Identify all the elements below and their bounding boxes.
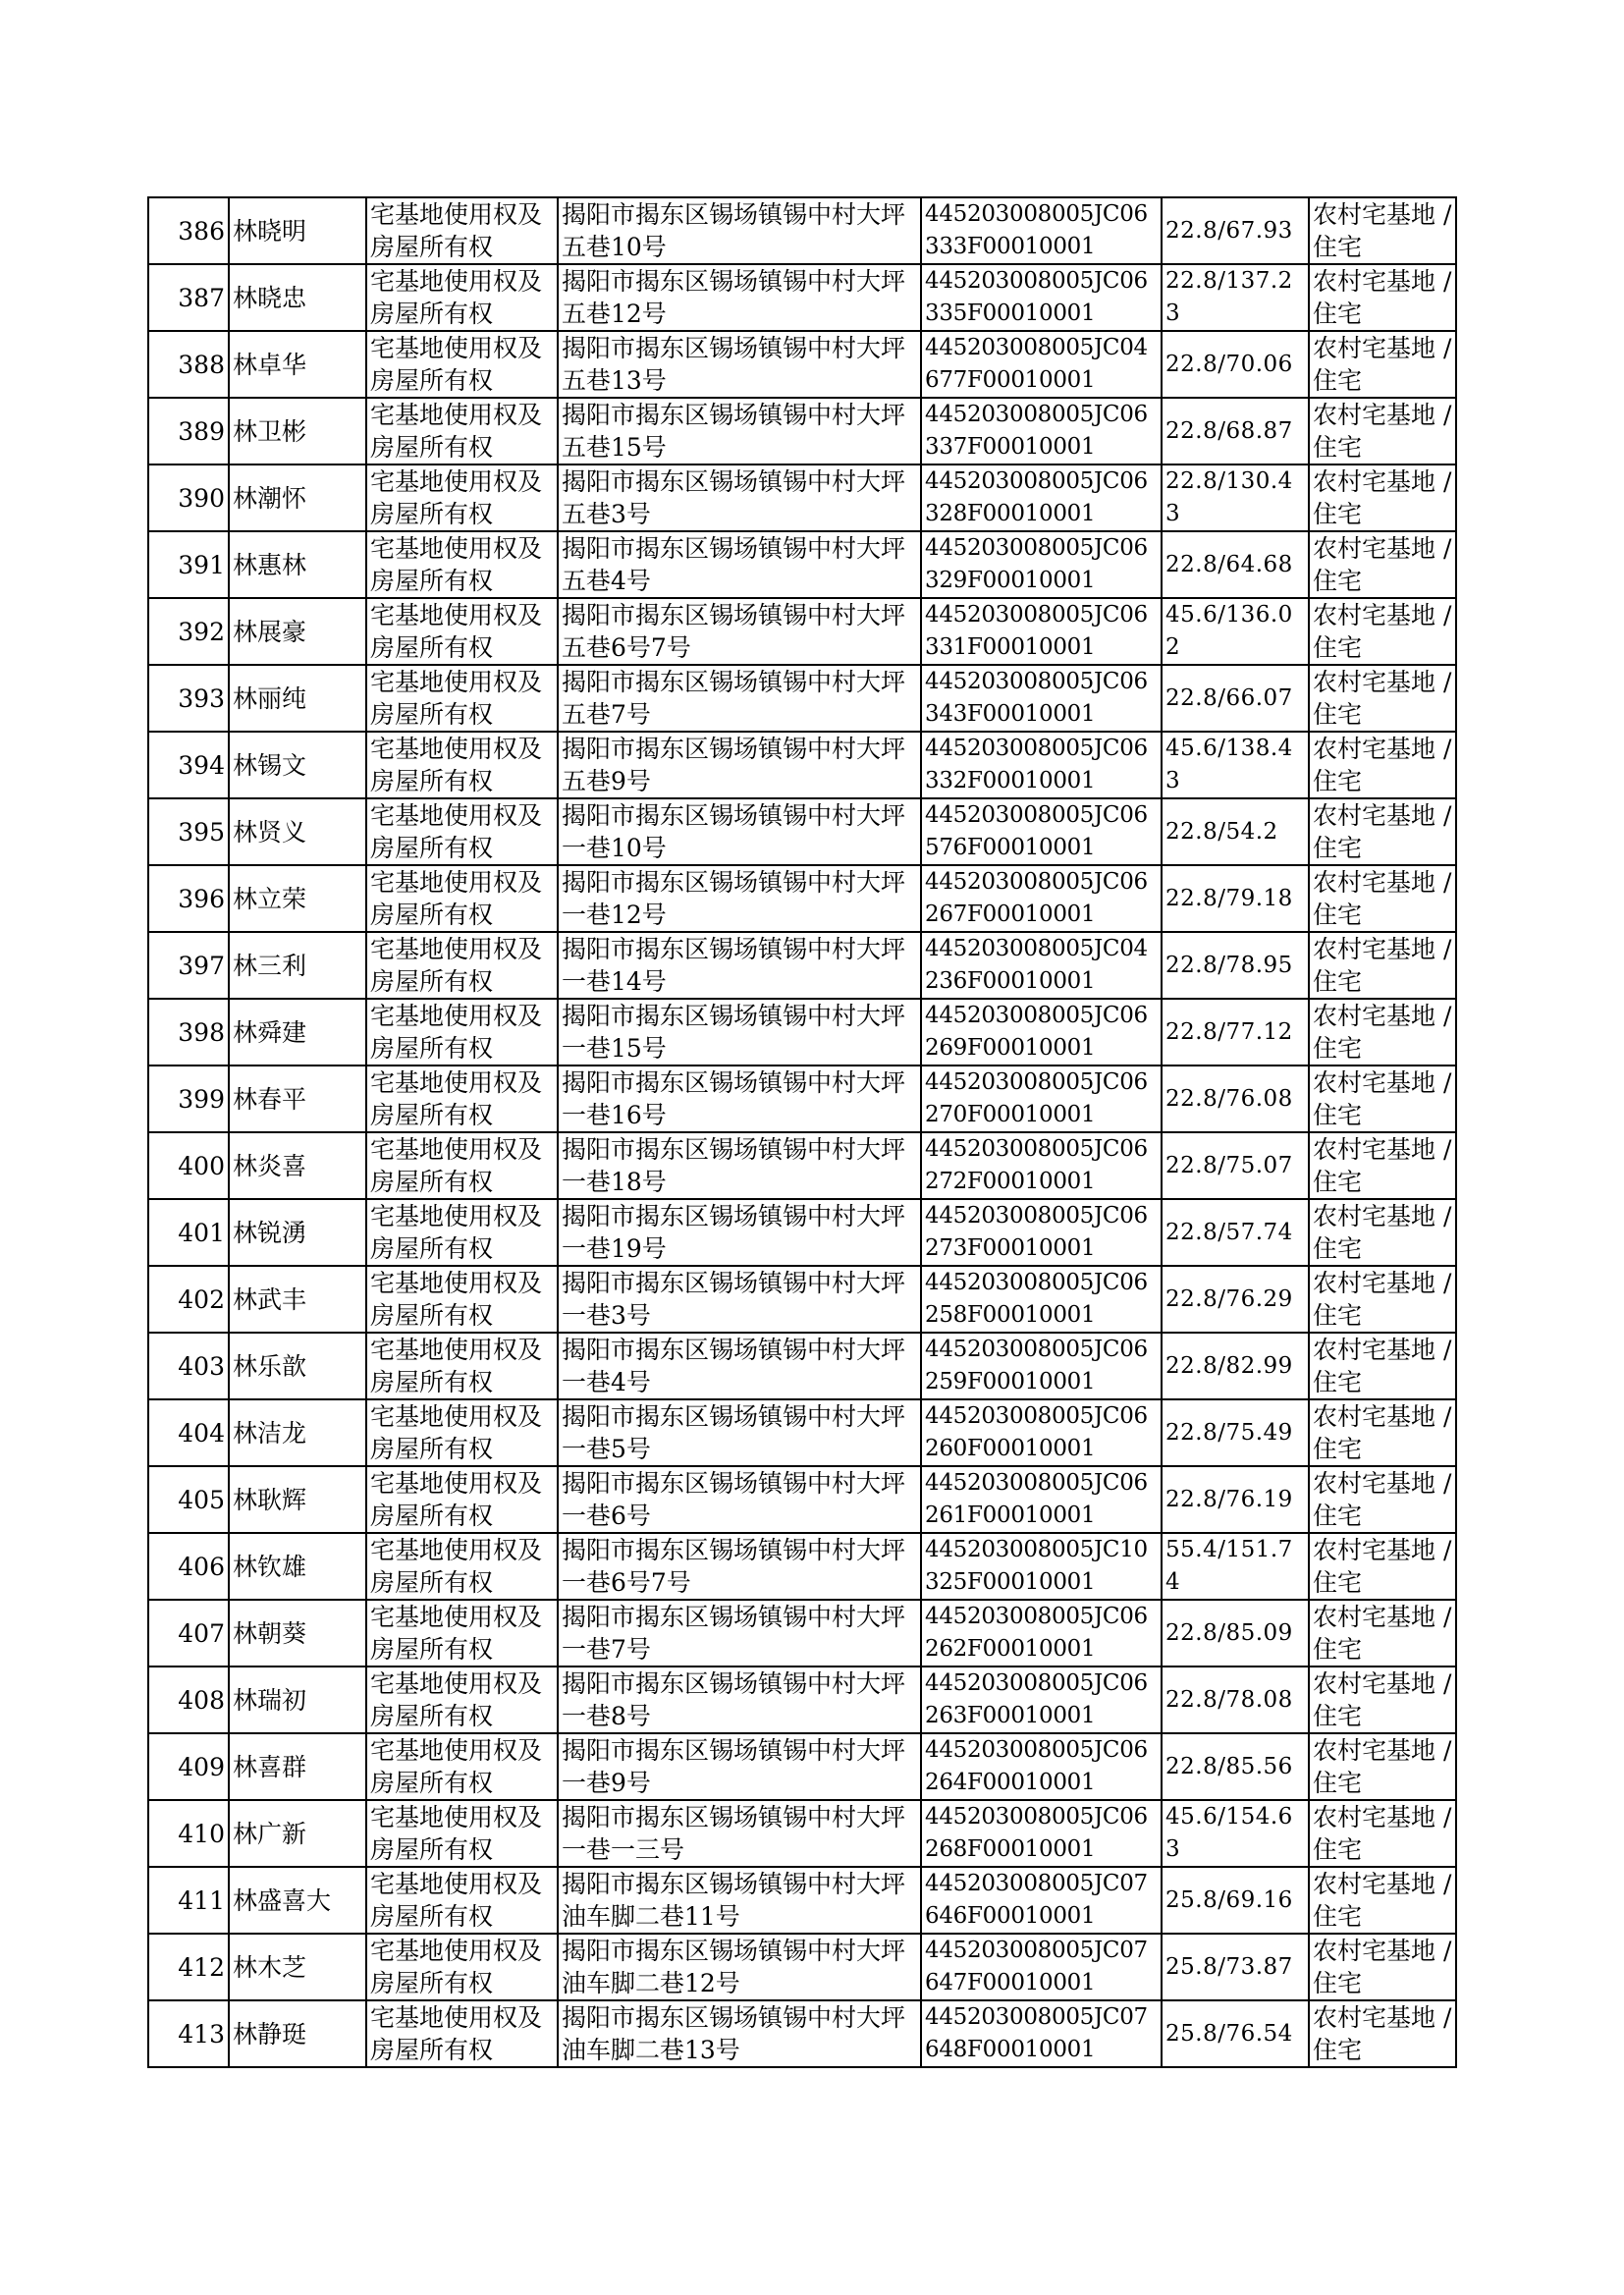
address-cell: 揭阳市揭东区锡场镇锡中村大坪五巷12号 <box>558 264 921 331</box>
purpose-cell: 农村宅基地 / 住宅 <box>1309 798 1456 865</box>
unit-code-cell: 445203008005JC06337F00010001 <box>921 398 1162 464</box>
purpose-cell: 农村宅基地 / 住宅 <box>1309 197 1456 264</box>
table-row <box>148 1066 1456 1132</box>
area-cell: 22.8/82.99 <box>1162 1333 1309 1399</box>
unit-code-cell: 445203008005JC06263F00010001 <box>921 1667 1162 1733</box>
address-cell: 揭阳市揭东区锡场镇锡中村大坪五巷15号 <box>558 398 921 464</box>
owner-name-cell: 林钦雄 <box>229 1533 366 1600</box>
right-type-cell: 宅基地使用权及房屋所有权 <box>366 1333 558 1399</box>
unit-code-cell: 445203008005JC06576F00010001 <box>921 798 1162 865</box>
right-type-cell: 宅基地使用权及房屋所有权 <box>366 1399 558 1466</box>
row-number-cell: 404 <box>148 1399 229 1466</box>
owner-name-cell: 林贤义 <box>229 798 366 865</box>
row-number-cell: 399 <box>148 1066 229 1132</box>
address-cell: 揭阳市揭东区锡场镇锡中村大坪油车脚二巷12号 <box>558 1934 921 2000</box>
unit-code-cell: 445203008005JC04236F00010001 <box>921 932 1162 999</box>
owner-name-cell: 林乐歆 <box>229 1333 366 1399</box>
row-number-cell: 405 <box>148 1466 229 1533</box>
unit-code-cell: 445203008005JC06273F00010001 <box>921 1199 1162 1266</box>
unit-code-cell: 445203008005JC06332F00010001 <box>921 732 1162 798</box>
purpose-cell: 农村宅基地 / 住宅 <box>1309 464 1456 531</box>
table-row <box>148 598 1456 665</box>
owner-name-cell: 林春平 <box>229 1066 366 1132</box>
owner-name-cell: 林立荣 <box>229 865 366 932</box>
row-number-cell: 388 <box>148 331 229 398</box>
area-cell: 22.8/137.23 <box>1162 264 1309 331</box>
right-type-cell: 宅基地使用权及房屋所有权 <box>366 665 558 732</box>
purpose-cell: 农村宅基地 / 住宅 <box>1309 1533 1456 1600</box>
row-number-cell: 391 <box>148 531 229 598</box>
unit-code-cell: 445203008005JC06269F00010001 <box>921 999 1162 1066</box>
area-cell: 22.8/57.74 <box>1162 1199 1309 1266</box>
address-cell: 揭阳市揭东区锡场镇锡中村大坪一巷15号 <box>558 999 921 1066</box>
owner-name-cell: 林卫彬 <box>229 398 366 464</box>
address-cell: 揭阳市揭东区锡场镇锡中村大坪一巷14号 <box>558 932 921 999</box>
table-row <box>148 932 1456 999</box>
area-cell: 22.8/78.08 <box>1162 1667 1309 1733</box>
area-cell: 22.8/76.29 <box>1162 1266 1309 1333</box>
owner-name-cell: 林喜群 <box>229 1733 366 1800</box>
unit-code-cell: 445203008005JC06333F00010001 <box>921 197 1162 264</box>
area-cell: 25.8/76.54 <box>1162 2000 1309 2067</box>
row-number-cell: 408 <box>148 1667 229 1733</box>
area-cell: 22.8/70.06 <box>1162 331 1309 398</box>
address-cell: 揭阳市揭东区锡场镇锡中村大坪五巷13号 <box>558 331 921 398</box>
area-cell: 22.8/85.56 <box>1162 1733 1309 1800</box>
area-cell: 22.8/76.19 <box>1162 1466 1309 1533</box>
address-cell: 揭阳市揭东区锡场镇锡中村大坪油车脚二巷11号 <box>558 1867 921 1934</box>
purpose-cell: 农村宅基地 / 住宅 <box>1309 865 1456 932</box>
table-row <box>148 464 1456 531</box>
row-number-cell: 392 <box>148 598 229 665</box>
owner-name-cell: 林耿辉 <box>229 1466 366 1533</box>
owner-name-cell: 林舜建 <box>229 999 366 1066</box>
purpose-cell: 农村宅基地 / 住宅 <box>1309 398 1456 464</box>
unit-code-cell: 445203008005JC06329F00010001 <box>921 531 1162 598</box>
purpose-cell: 农村宅基地 / 住宅 <box>1309 1199 1456 1266</box>
unit-code-cell: 445203008005JC04677F00010001 <box>921 331 1162 398</box>
right-type-cell: 宅基地使用权及房屋所有权 <box>366 1266 558 1333</box>
purpose-cell: 农村宅基地 / 住宅 <box>1309 1600 1456 1667</box>
address-cell: 揭阳市揭东区锡场镇锡中村大坪一巷7号 <box>558 1600 921 1667</box>
purpose-cell: 农村宅基地 / 住宅 <box>1309 732 1456 798</box>
owner-name-cell: 林静珽 <box>229 2000 366 2067</box>
owner-name-cell: 林武丰 <box>229 1266 366 1333</box>
right-type-cell: 宅基地使用权及房屋所有权 <box>366 598 558 665</box>
table-row <box>148 531 1456 598</box>
owner-name-cell: 林洁龙 <box>229 1399 366 1466</box>
right-type-cell: 宅基地使用权及房屋所有权 <box>366 1867 558 1934</box>
owner-name-cell: 林锐湧 <box>229 1199 366 1266</box>
row-number-cell: 394 <box>148 732 229 798</box>
unit-code-cell: 445203008005JC06261F00010001 <box>921 1466 1162 1533</box>
right-type-cell: 宅基地使用权及房屋所有权 <box>366 464 558 531</box>
area-cell: 55.4/151.74 <box>1162 1533 1309 1600</box>
table-row <box>148 331 1456 398</box>
owner-name-cell: 林朝葵 <box>229 1600 366 1667</box>
purpose-cell: 农村宅基地 / 住宅 <box>1309 1266 1456 1333</box>
owner-name-cell: 林盛喜大 <box>229 1867 366 1934</box>
owner-name-cell: 林炎喜 <box>229 1132 366 1199</box>
address-cell: 揭阳市揭东区锡场镇锡中村大坪一巷16号 <box>558 1066 921 1132</box>
owner-name-cell: 林瑞初 <box>229 1667 366 1733</box>
right-type-cell: 宅基地使用权及房屋所有权 <box>366 999 558 1066</box>
table-row <box>148 1934 1456 2000</box>
row-number-cell: 398 <box>148 999 229 1066</box>
table-row <box>148 1533 1456 1600</box>
right-type-cell: 宅基地使用权及房屋所有权 <box>366 732 558 798</box>
address-cell: 揭阳市揭东区锡场镇锡中村大坪一巷6号 <box>558 1466 921 1533</box>
table-row <box>148 1333 1456 1399</box>
table-row <box>148 1266 1456 1333</box>
row-number-cell: 406 <box>148 1533 229 1600</box>
right-type-cell: 宅基地使用权及房屋所有权 <box>366 932 558 999</box>
address-cell: 揭阳市揭东区锡场镇锡中村大坪五巷3号 <box>558 464 921 531</box>
purpose-cell: 农村宅基地 / 住宅 <box>1309 1667 1456 1733</box>
table-row <box>148 798 1456 865</box>
right-type-cell: 宅基地使用权及房屋所有权 <box>366 1934 558 2000</box>
purpose-cell: 农村宅基地 / 住宅 <box>1309 1733 1456 1800</box>
area-cell: 22.8/64.68 <box>1162 531 1309 598</box>
purpose-cell: 农村宅基地 / 住宅 <box>1309 264 1456 331</box>
unit-code-cell: 445203008005JC07647F00010001 <box>921 1934 1162 2000</box>
table-row <box>148 1867 1456 1934</box>
purpose-cell: 农村宅基地 / 住宅 <box>1309 1934 1456 2000</box>
registry-sheet <box>147 196 1457 2068</box>
unit-code-cell: 445203008005JC06331F00010001 <box>921 598 1162 665</box>
unit-code-cell: 445203008005JC07646F00010001 <box>921 1867 1162 1934</box>
right-type-cell: 宅基地使用权及房屋所有权 <box>366 1533 558 1600</box>
row-number-cell: 413 <box>148 2000 229 2067</box>
row-number-cell: 410 <box>148 1800 229 1867</box>
row-number-cell: 411 <box>148 1867 229 1934</box>
area-cell: 22.8/54.2 <box>1162 798 1309 865</box>
row-number-cell: 401 <box>148 1199 229 1266</box>
owner-name-cell: 林三利 <box>229 932 366 999</box>
right-type-cell: 宅基地使用权及房屋所有权 <box>366 1667 558 1733</box>
right-type-cell: 宅基地使用权及房屋所有权 <box>366 531 558 598</box>
table-row <box>148 197 1456 264</box>
unit-code-cell: 445203008005JC06268F00010001 <box>921 1800 1162 1867</box>
unit-code-cell: 445203008005JC06328F00010001 <box>921 464 1162 531</box>
address-cell: 揭阳市揭东区锡场镇锡中村大坪一巷12号 <box>558 865 921 932</box>
row-number-cell: 412 <box>148 1934 229 2000</box>
table-row <box>148 1800 1456 1867</box>
address-cell: 揭阳市揭东区锡场镇锡中村大坪五巷4号 <box>558 531 921 598</box>
unit-code-cell: 445203008005JC06262F00010001 <box>921 1600 1162 1667</box>
address-cell: 揭阳市揭东区锡场镇锡中村大坪一巷5号 <box>558 1399 921 1466</box>
owner-name-cell: 林潮怀 <box>229 464 366 531</box>
purpose-cell: 农村宅基地 / 住宅 <box>1309 1867 1456 1934</box>
right-type-cell: 宅基地使用权及房屋所有权 <box>366 1066 558 1132</box>
right-type-cell: 宅基地使用权及房屋所有权 <box>366 398 558 464</box>
row-number-cell: 400 <box>148 1132 229 1199</box>
row-number-cell: 396 <box>148 865 229 932</box>
owner-name-cell: 林展豪 <box>229 598 366 665</box>
right-type-cell: 宅基地使用权及房屋所有权 <box>366 2000 558 2067</box>
purpose-cell: 农村宅基地 / 住宅 <box>1309 1333 1456 1399</box>
owner-name-cell: 林广新 <box>229 1800 366 1867</box>
table-row <box>148 732 1456 798</box>
area-cell: 22.8/68.87 <box>1162 398 1309 464</box>
row-number-cell: 409 <box>148 1733 229 1800</box>
address-cell: 揭阳市揭东区锡场镇锡中村大坪一巷一三号 <box>558 1800 921 1867</box>
unit-code-cell: 445203008005JC06343F00010001 <box>921 665 1162 732</box>
unit-code-cell: 445203008005JC06335F00010001 <box>921 264 1162 331</box>
purpose-cell: 农村宅基地 / 住宅 <box>1309 999 1456 1066</box>
owner-name-cell: 林卓华 <box>229 331 366 398</box>
address-cell: 揭阳市揭东区锡场镇锡中村大坪一巷3号 <box>558 1266 921 1333</box>
area-cell: 22.8/79.18 <box>1162 865 1309 932</box>
table-row <box>148 1600 1456 1667</box>
owner-name-cell: 林晓忠 <box>229 264 366 331</box>
area-cell: 22.8/85.09 <box>1162 1600 1309 1667</box>
right-type-cell: 宅基地使用权及房屋所有权 <box>366 1800 558 1867</box>
unit-code-cell: 445203008005JC06258F00010001 <box>921 1266 1162 1333</box>
purpose-cell: 农村宅基地 / 住宅 <box>1309 1466 1456 1533</box>
purpose-cell: 农村宅基地 / 住宅 <box>1309 331 1456 398</box>
row-number-cell: 397 <box>148 932 229 999</box>
address-cell: 揭阳市揭东区锡场镇锡中村大坪一巷6号7号 <box>558 1533 921 1600</box>
right-type-cell: 宅基地使用权及房屋所有权 <box>366 1733 558 1800</box>
row-number-cell: 387 <box>148 264 229 331</box>
table-row <box>148 665 1456 732</box>
row-number-cell: 390 <box>148 464 229 531</box>
unit-code-cell: 445203008005JC10325F00010001 <box>921 1533 1162 1600</box>
area-cell: 22.8/66.07 <box>1162 665 1309 732</box>
address-cell: 揭阳市揭东区锡场镇锡中村大坪五巷10号 <box>558 197 921 264</box>
right-type-cell: 宅基地使用权及房屋所有权 <box>366 264 558 331</box>
area-cell: 45.6/154.63 <box>1162 1800 1309 1867</box>
right-type-cell: 宅基地使用权及房屋所有权 <box>366 1132 558 1199</box>
purpose-cell: 农村宅基地 / 住宅 <box>1309 1132 1456 1199</box>
table-row <box>148 1466 1456 1533</box>
owner-name-cell: 林木芝 <box>229 1934 366 2000</box>
row-number-cell: 386 <box>148 197 229 264</box>
area-cell: 22.8/75.07 <box>1162 1132 1309 1199</box>
area-cell: 22.8/130.43 <box>1162 464 1309 531</box>
purpose-cell: 农村宅基地 / 住宅 <box>1309 932 1456 999</box>
purpose-cell: 农村宅基地 / 住宅 <box>1309 1800 1456 1867</box>
property-rights-table <box>147 196 1457 2068</box>
row-number-cell: 393 <box>148 665 229 732</box>
table-row <box>148 2000 1456 2067</box>
owner-name-cell: 林丽纯 <box>229 665 366 732</box>
table-row <box>148 1399 1456 1466</box>
purpose-cell: 农村宅基地 / 住宅 <box>1309 1066 1456 1132</box>
table-body <box>148 197 1456 2067</box>
unit-code-cell: 445203008005JC06272F00010001 <box>921 1132 1162 1199</box>
address-cell: 揭阳市揭东区锡场镇锡中村大坪一巷8号 <box>558 1667 921 1733</box>
owner-name-cell: 林晓明 <box>229 197 366 264</box>
purpose-cell: 农村宅基地 / 住宅 <box>1309 531 1456 598</box>
row-number-cell: 402 <box>148 1266 229 1333</box>
address-cell: 揭阳市揭东区锡场镇锡中村大坪五巷7号 <box>558 665 921 732</box>
right-type-cell: 宅基地使用权及房屋所有权 <box>366 331 558 398</box>
table-row <box>148 1132 1456 1199</box>
row-number-cell: 395 <box>148 798 229 865</box>
area-cell: 25.8/73.87 <box>1162 1934 1309 2000</box>
area-cell: 22.8/75.49 <box>1162 1399 1309 1466</box>
area-cell: 45.6/138.43 <box>1162 732 1309 798</box>
table-row <box>148 865 1456 932</box>
address-cell: 揭阳市揭东区锡场镇锡中村大坪一巷10号 <box>558 798 921 865</box>
address-cell: 揭阳市揭东区锡场镇锡中村大坪五巷6号7号 <box>558 598 921 665</box>
row-number-cell: 403 <box>148 1333 229 1399</box>
owner-name-cell: 林锡文 <box>229 732 366 798</box>
unit-code-cell: 445203008005JC06259F00010001 <box>921 1333 1162 1399</box>
address-cell: 揭阳市揭东区锡场镇锡中村大坪一巷18号 <box>558 1132 921 1199</box>
area-cell: 22.8/76.08 <box>1162 1066 1309 1132</box>
right-type-cell: 宅基地使用权及房屋所有权 <box>366 798 558 865</box>
row-number-cell: 389 <box>148 398 229 464</box>
right-type-cell: 宅基地使用权及房屋所有权 <box>366 197 558 264</box>
address-cell: 揭阳市揭东区锡场镇锡中村大坪一巷19号 <box>558 1199 921 1266</box>
unit-code-cell: 445203008005JC06267F00010001 <box>921 865 1162 932</box>
row-number-cell: 407 <box>148 1600 229 1667</box>
table-row <box>148 398 1456 464</box>
unit-code-cell: 445203008005JC06264F00010001 <box>921 1733 1162 1800</box>
address-cell: 揭阳市揭东区锡场镇锡中村大坪一巷4号 <box>558 1333 921 1399</box>
table-row <box>148 1733 1456 1800</box>
right-type-cell: 宅基地使用权及房屋所有权 <box>366 1466 558 1533</box>
unit-code-cell: 445203008005JC06270F00010001 <box>921 1066 1162 1132</box>
area-cell: 25.8/69.16 <box>1162 1867 1309 1934</box>
address-cell: 揭阳市揭东区锡场镇锡中村大坪一巷9号 <box>558 1733 921 1800</box>
table-row <box>148 999 1456 1066</box>
right-type-cell: 宅基地使用权及房屋所有权 <box>366 1199 558 1266</box>
right-type-cell: 宅基地使用权及房屋所有权 <box>366 865 558 932</box>
address-cell: 揭阳市揭东区锡场镇锡中村大坪五巷9号 <box>558 732 921 798</box>
unit-code-cell: 445203008005JC07648F00010001 <box>921 2000 1162 2067</box>
purpose-cell: 农村宅基地 / 住宅 <box>1309 1399 1456 1466</box>
table-row <box>148 1199 1456 1266</box>
purpose-cell: 农村宅基地 / 住宅 <box>1309 2000 1456 2067</box>
table-row <box>148 1667 1456 1733</box>
area-cell: 22.8/78.95 <box>1162 932 1309 999</box>
address-cell: 揭阳市揭东区锡场镇锡中村大坪油车脚二巷13号 <box>558 2000 921 2067</box>
purpose-cell: 农村宅基地 / 住宅 <box>1309 598 1456 665</box>
purpose-cell: 农村宅基地 / 住宅 <box>1309 665 1456 732</box>
area-cell: 45.6/136.02 <box>1162 598 1309 665</box>
area-cell: 22.8/67.93 <box>1162 197 1309 264</box>
table-row <box>148 264 1456 331</box>
right-type-cell: 宅基地使用权及房屋所有权 <box>366 1600 558 1667</box>
owner-name-cell: 林惠林 <box>229 531 366 598</box>
unit-code-cell: 445203008005JC06260F00010001 <box>921 1399 1162 1466</box>
area-cell: 22.8/77.12 <box>1162 999 1309 1066</box>
